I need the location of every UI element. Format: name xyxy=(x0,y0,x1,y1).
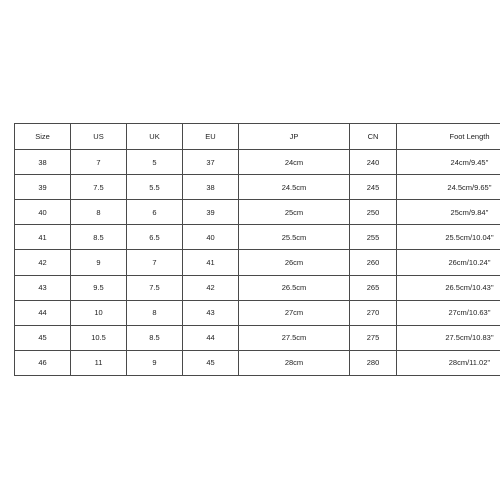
cell-eu: 43 xyxy=(183,300,239,325)
cell-cn: 265 xyxy=(350,275,397,300)
header-foot-length: Foot Length xyxy=(397,124,500,150)
cell-us: 11 xyxy=(71,350,127,375)
header-cn: CN xyxy=(350,124,397,150)
table-row xyxy=(15,325,500,350)
cell-eu: 44 xyxy=(183,325,239,350)
cell-jp: 28cm xyxy=(239,350,350,375)
header-row xyxy=(15,124,500,150)
table-row xyxy=(15,225,500,250)
cell-foot-length: 27cm/10.63'' xyxy=(397,300,500,325)
cell-jp: 24.5cm xyxy=(239,175,350,200)
cell-us: 10 xyxy=(71,300,127,325)
cell-foot-length: 24cm/9.45'' xyxy=(397,150,500,175)
header-size: Size xyxy=(15,124,71,150)
cell-eu: 37 xyxy=(183,150,239,175)
header-us: US xyxy=(71,124,127,150)
cell-jp: 26.5cm xyxy=(239,275,350,300)
cell-uk: 9 xyxy=(127,350,183,375)
cell-foot-length: 28cm/11.02'' xyxy=(397,350,500,375)
cell-cn: 245 xyxy=(350,175,397,200)
cell-us: 7 xyxy=(71,150,127,175)
cell-us: 7.5 xyxy=(71,175,127,200)
cell-uk: 6 xyxy=(127,200,183,225)
table-row xyxy=(15,275,500,300)
cell-size: 40 xyxy=(15,200,71,225)
cell-uk: 7 xyxy=(127,250,183,275)
cell-jp: 25.5cm xyxy=(239,225,350,250)
table-row xyxy=(15,150,500,175)
cell-foot-length: 27.5cm/10.83'' xyxy=(397,325,500,350)
cell-size: 39 xyxy=(15,175,71,200)
cell-size: 44 xyxy=(15,300,71,325)
cell-cn: 270 xyxy=(350,300,397,325)
cell-us: 9.5 xyxy=(71,275,127,300)
cell-jp: 27cm xyxy=(239,300,350,325)
cell-cn: 280 xyxy=(350,350,397,375)
cell-size: 42 xyxy=(15,250,71,275)
cell-cn: 275 xyxy=(350,325,397,350)
cell-foot-length: 24.5cm/9.65'' xyxy=(397,175,500,200)
cell-uk: 5.5 xyxy=(127,175,183,200)
cell-size: 46 xyxy=(15,350,71,375)
cell-us: 8 xyxy=(71,200,127,225)
cell-cn: 250 xyxy=(350,200,397,225)
cell-eu: 39 xyxy=(183,200,239,225)
cell-size: 45 xyxy=(15,325,71,350)
cell-eu: 38 xyxy=(183,175,239,200)
cell-cn: 260 xyxy=(350,250,397,275)
cell-uk: 5 xyxy=(127,150,183,175)
cell-foot-length: 25.5cm/10.04'' xyxy=(397,225,500,250)
cell-size: 41 xyxy=(15,225,71,250)
cell-eu: 41 xyxy=(183,250,239,275)
cell-eu: 40 xyxy=(183,225,239,250)
cell-jp: 24cm xyxy=(239,150,350,175)
cell-cn: 255 xyxy=(350,225,397,250)
cell-foot-length: 26.5cm/10.43'' xyxy=(397,275,500,300)
header-jp: JP xyxy=(239,124,350,150)
header-uk: UK xyxy=(127,124,183,150)
cell-size: 43 xyxy=(15,275,71,300)
cell-eu: 42 xyxy=(183,275,239,300)
table-row xyxy=(15,250,500,275)
cell-us: 9 xyxy=(71,250,127,275)
cell-jp: 25cm xyxy=(239,200,350,225)
cell-us: 10.5 xyxy=(71,325,127,350)
table-row xyxy=(15,200,500,225)
header-eu: EU xyxy=(183,124,239,150)
cell-uk: 8.5 xyxy=(127,325,183,350)
cell-jp: 27.5cm xyxy=(239,325,350,350)
cell-uk: 7.5 xyxy=(127,275,183,300)
cell-eu: 45 xyxy=(183,350,239,375)
table-row xyxy=(15,350,500,375)
cell-uk: 8 xyxy=(127,300,183,325)
cell-cn: 240 xyxy=(350,150,397,175)
size-chart-table xyxy=(14,123,500,376)
cell-us: 8.5 xyxy=(71,225,127,250)
cell-foot-length: 26cm/10.24'' xyxy=(397,250,500,275)
cell-size: 38 xyxy=(15,150,71,175)
cell-uk: 6.5 xyxy=(127,225,183,250)
table-row xyxy=(15,175,500,200)
cell-foot-length: 25cm/9.84'' xyxy=(397,200,500,225)
cell-jp: 26cm xyxy=(239,250,350,275)
table-row xyxy=(15,300,500,325)
